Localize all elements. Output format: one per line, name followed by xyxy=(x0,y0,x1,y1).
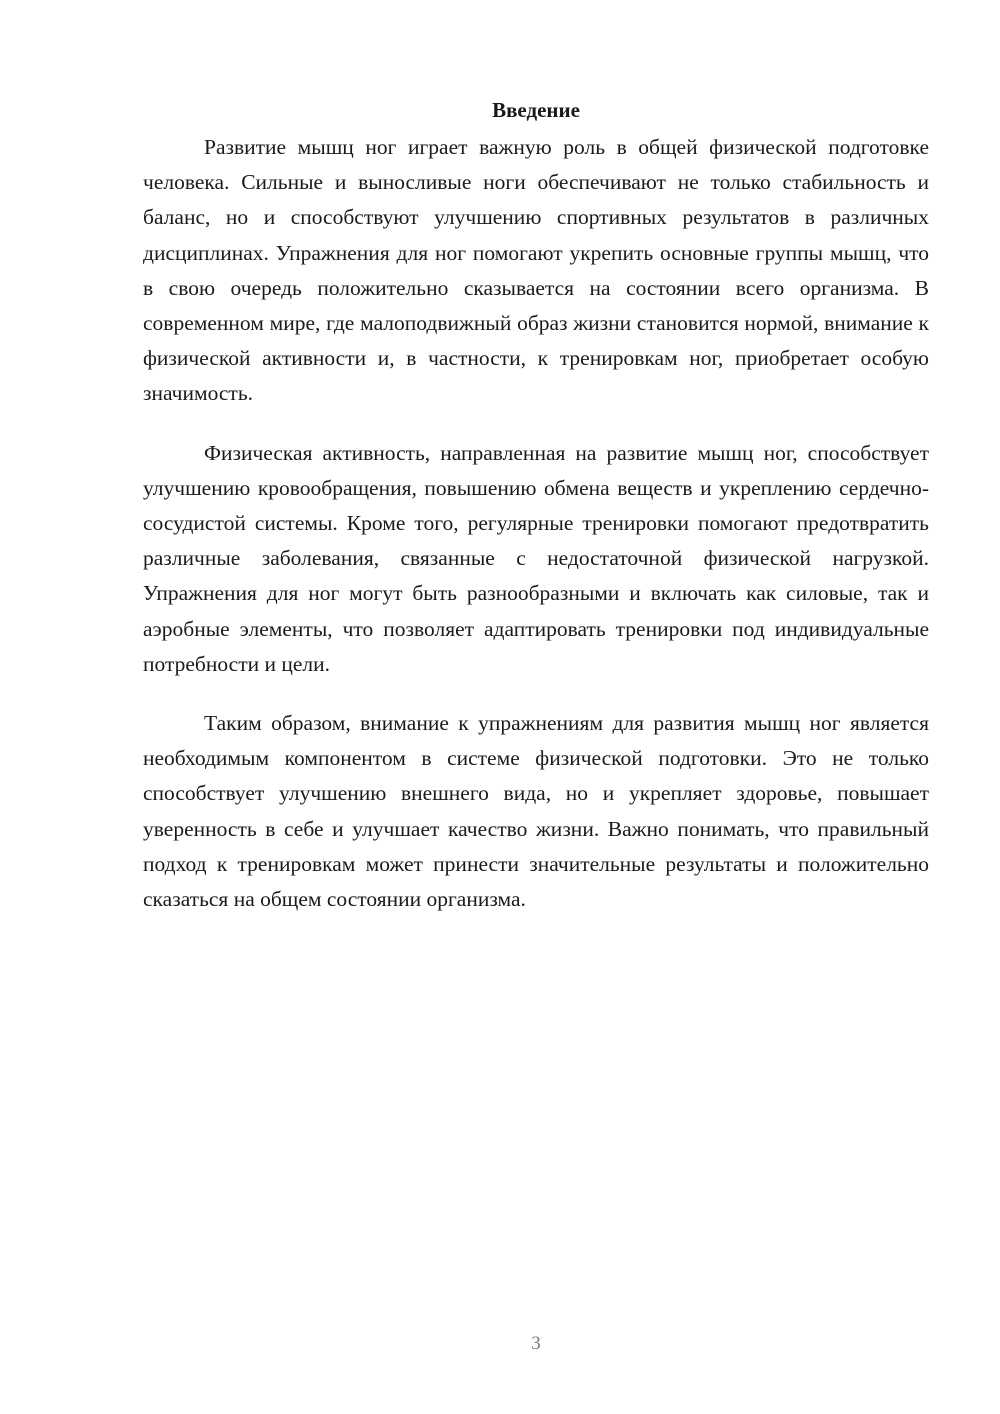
document-body xyxy=(143,93,929,917)
section-title: Введение xyxy=(492,98,580,122)
paragraph-3: Таким образом, внимание к упражнениям для развития мышц ног является необходимым компонентом в системе физической подготовки. Это не только способствует улучшению внешнего вида, но и укрепляет здоровье, повышает уверенность в себе и улучшает качество жизни. Важно понимать, что правильный подход к тренировкам может принести значительные результаты и положительно сказаться на общем состоянии организма. xyxy=(143,711,929,912)
page-number: 3 xyxy=(531,1333,541,1354)
paragraph-2: Физическая активность, направленная на развитие мышц ног, способствует улучшению кровообращения, повышению обмена веществ и укреплению сердечно-сосудистой системы. Кроме того, регулярные тренировки помогают предотвратить различные заболевания, связанные с недостаточной физической нагрузкой. Упражнения для ног могут быть разнообразными и включать как силовые, так и аэробные элементы, что позволяет адаптировать тренировки под индивидуальные потребности и цели. xyxy=(143,440,929,676)
paragraph-1: Развитие мышц ног играет важную роль в общей физической подготовке человека. Сильные и выносливые ноги обеспечивают не только стабильность и баланс, но и способствуют улучшению спортивных результатов в различных дисциплинах. Упражнения для ног помогают укрепить основные группы мышц, что в свою очередь положительно сказывается на состоянии всего организма. В современном мире, где малоподвижный образ жизни становится нормой, внимание к физической активности и, в частности, к тренировкам ног, приобретает особую значимость. xyxy=(143,135,929,406)
